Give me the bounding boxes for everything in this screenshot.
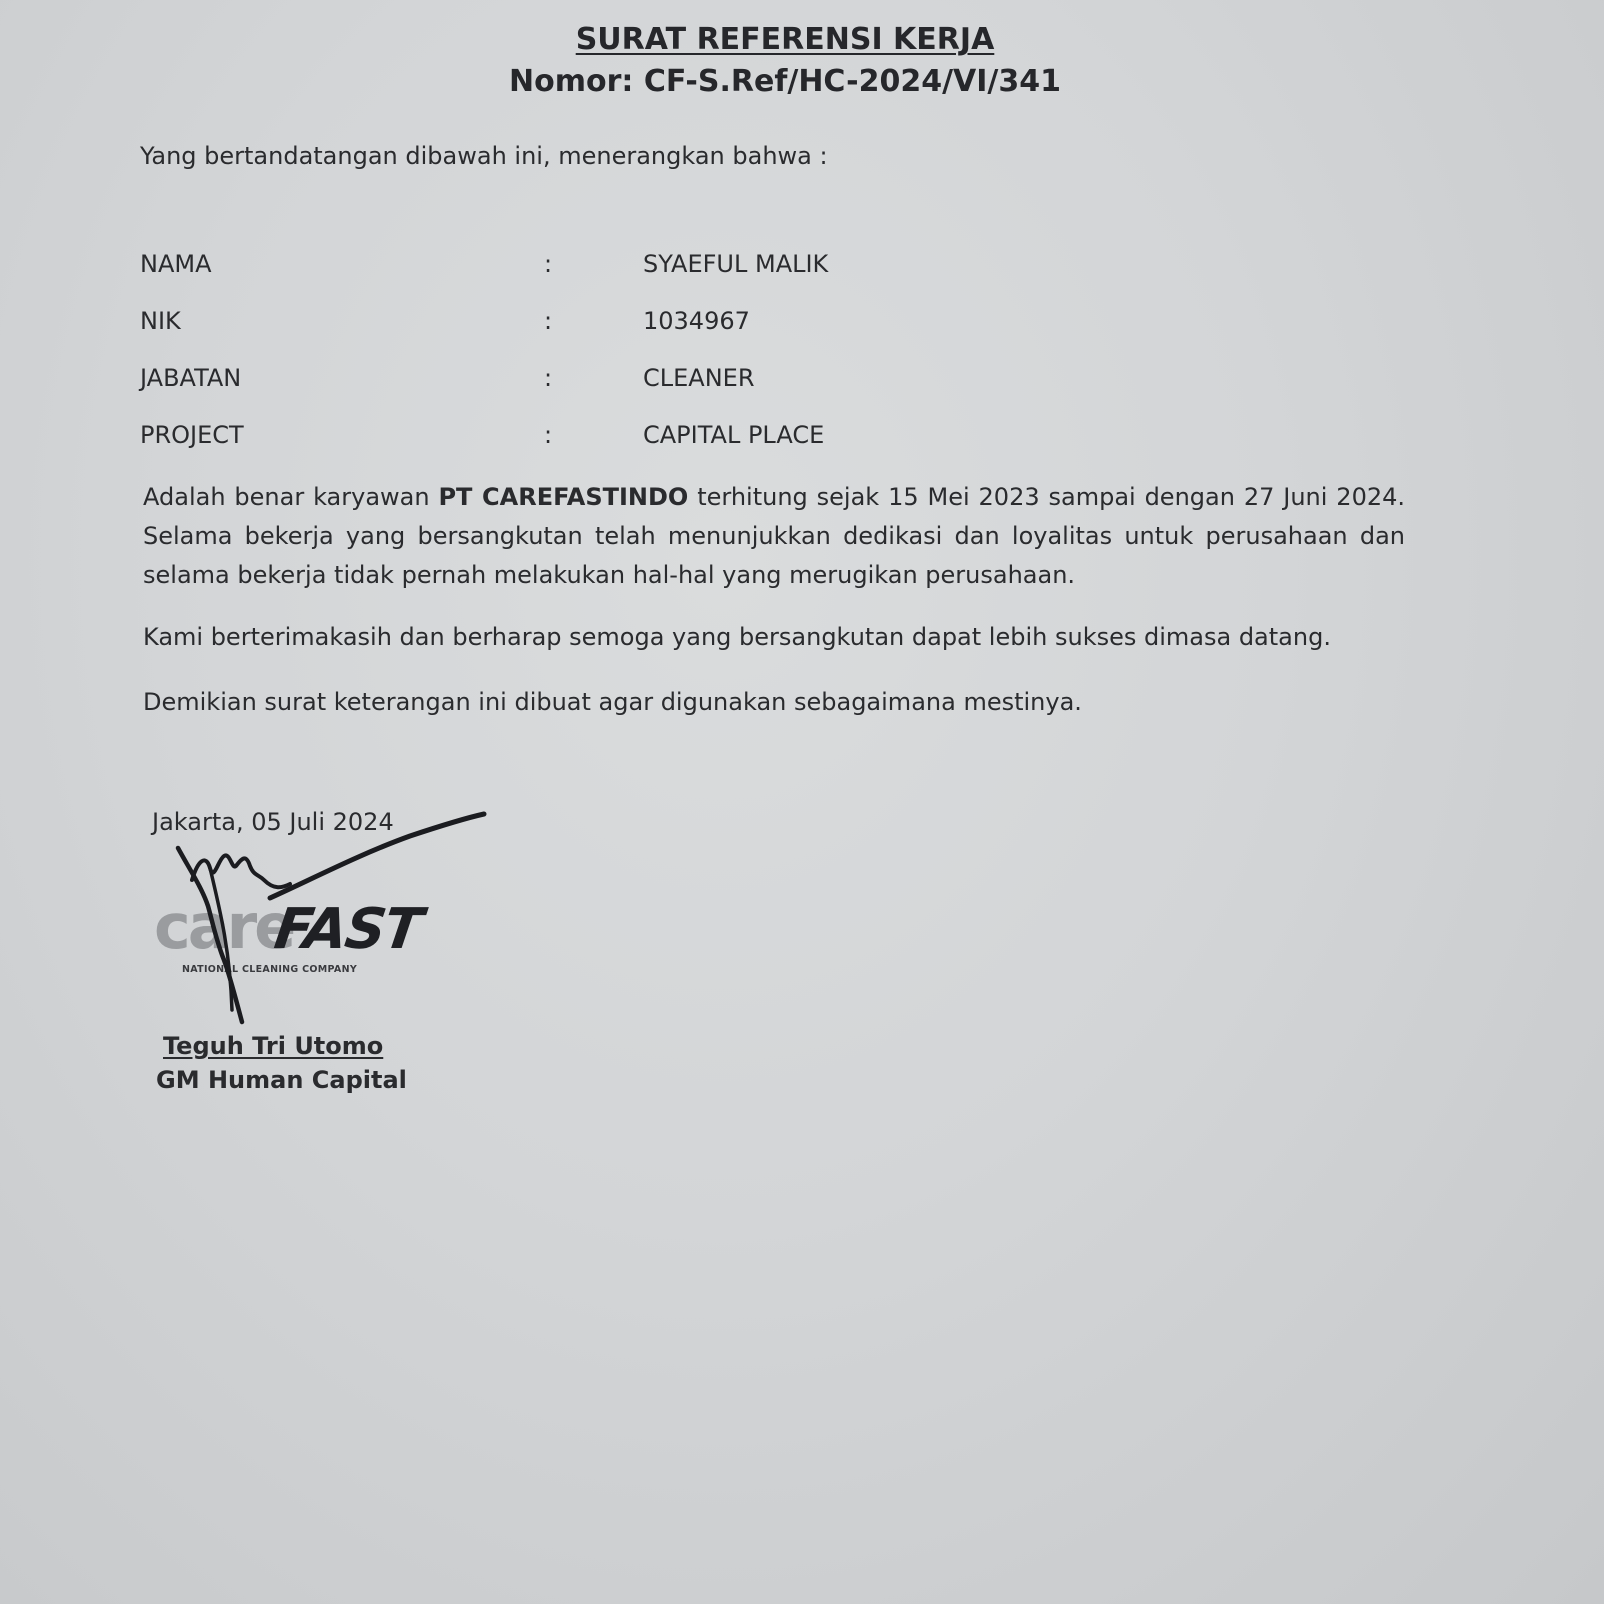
logo-fast-text: FAST [270,897,425,962]
letter-title: SURAT REFERENSI KERJA [575,22,995,57]
field-label: JABATAN [140,364,242,392]
field-label: PROJECT [140,421,244,449]
field-colon: : [544,421,553,449]
signer-name: Teguh Tri Utomo [163,1032,384,1060]
company-stamp-signature [150,810,510,1040]
field-label: NAMA [140,250,212,278]
signature-stroke-sweep [270,814,484,898]
employment-paragraph [143,478,1405,595]
logo-care-text: care [154,890,294,963]
field-value: CAPITAL PLACE [643,421,825,449]
field-row-nik [140,307,1040,364]
field-colon: : [544,307,553,335]
field-value: 1034967 [643,307,750,335]
field-colon: : [544,364,553,392]
letter-number: Nomor: CF-S.Ref/HC-2024/VI/341 [509,64,1061,99]
thanks-paragraph: Kami berterimakasih dan berharap semoga yang bersangkutan dapat lebih sukses dimasa datang. [143,623,1331,651]
field-value: SYAEFUL MALIK [643,250,829,278]
company-name: PT CAREFASTINDO [438,483,689,511]
logo-tagline: NATIONAL CLEANING COMPANY [182,964,358,975]
field-row-jabatan [140,364,1040,421]
signer-title: GM Human Capital [156,1066,407,1094]
closing-paragraph: Demikian surat keterangan ini dibuat agar digunakan sebagaimana mestinya. [143,688,1082,716]
opening-sentence: Yang bertandatangan dibawah ini, menerangkan bahwa : [140,142,828,170]
place-date: Jakarta, 05 Juli 2024 [152,808,394,836]
field-value: CLEANER [643,364,755,392]
field-label: NIK [140,307,181,335]
paragraph-text-before: Adalah benar karyawan [143,483,439,511]
field-colon: : [544,250,553,278]
letter-heading [0,20,1570,102]
field-row-project [140,421,1040,478]
employee-fields [140,250,1040,478]
field-row-nama [140,250,1040,307]
paragraph-text-after: terhitung sejak 15 Mei 2023 sampai dengan 27 Juni 2024. Selama bekerja yang bersangkutan telah menunjukkan dedikasi dan loyalitas untuk perusahaan dan selama bekerja tidak pernah melakukan hal-hal yang merugikan perusahaan. [143,483,1406,589]
carefast-logo [154,890,431,975]
signature-stroke-loops [192,855,290,887]
